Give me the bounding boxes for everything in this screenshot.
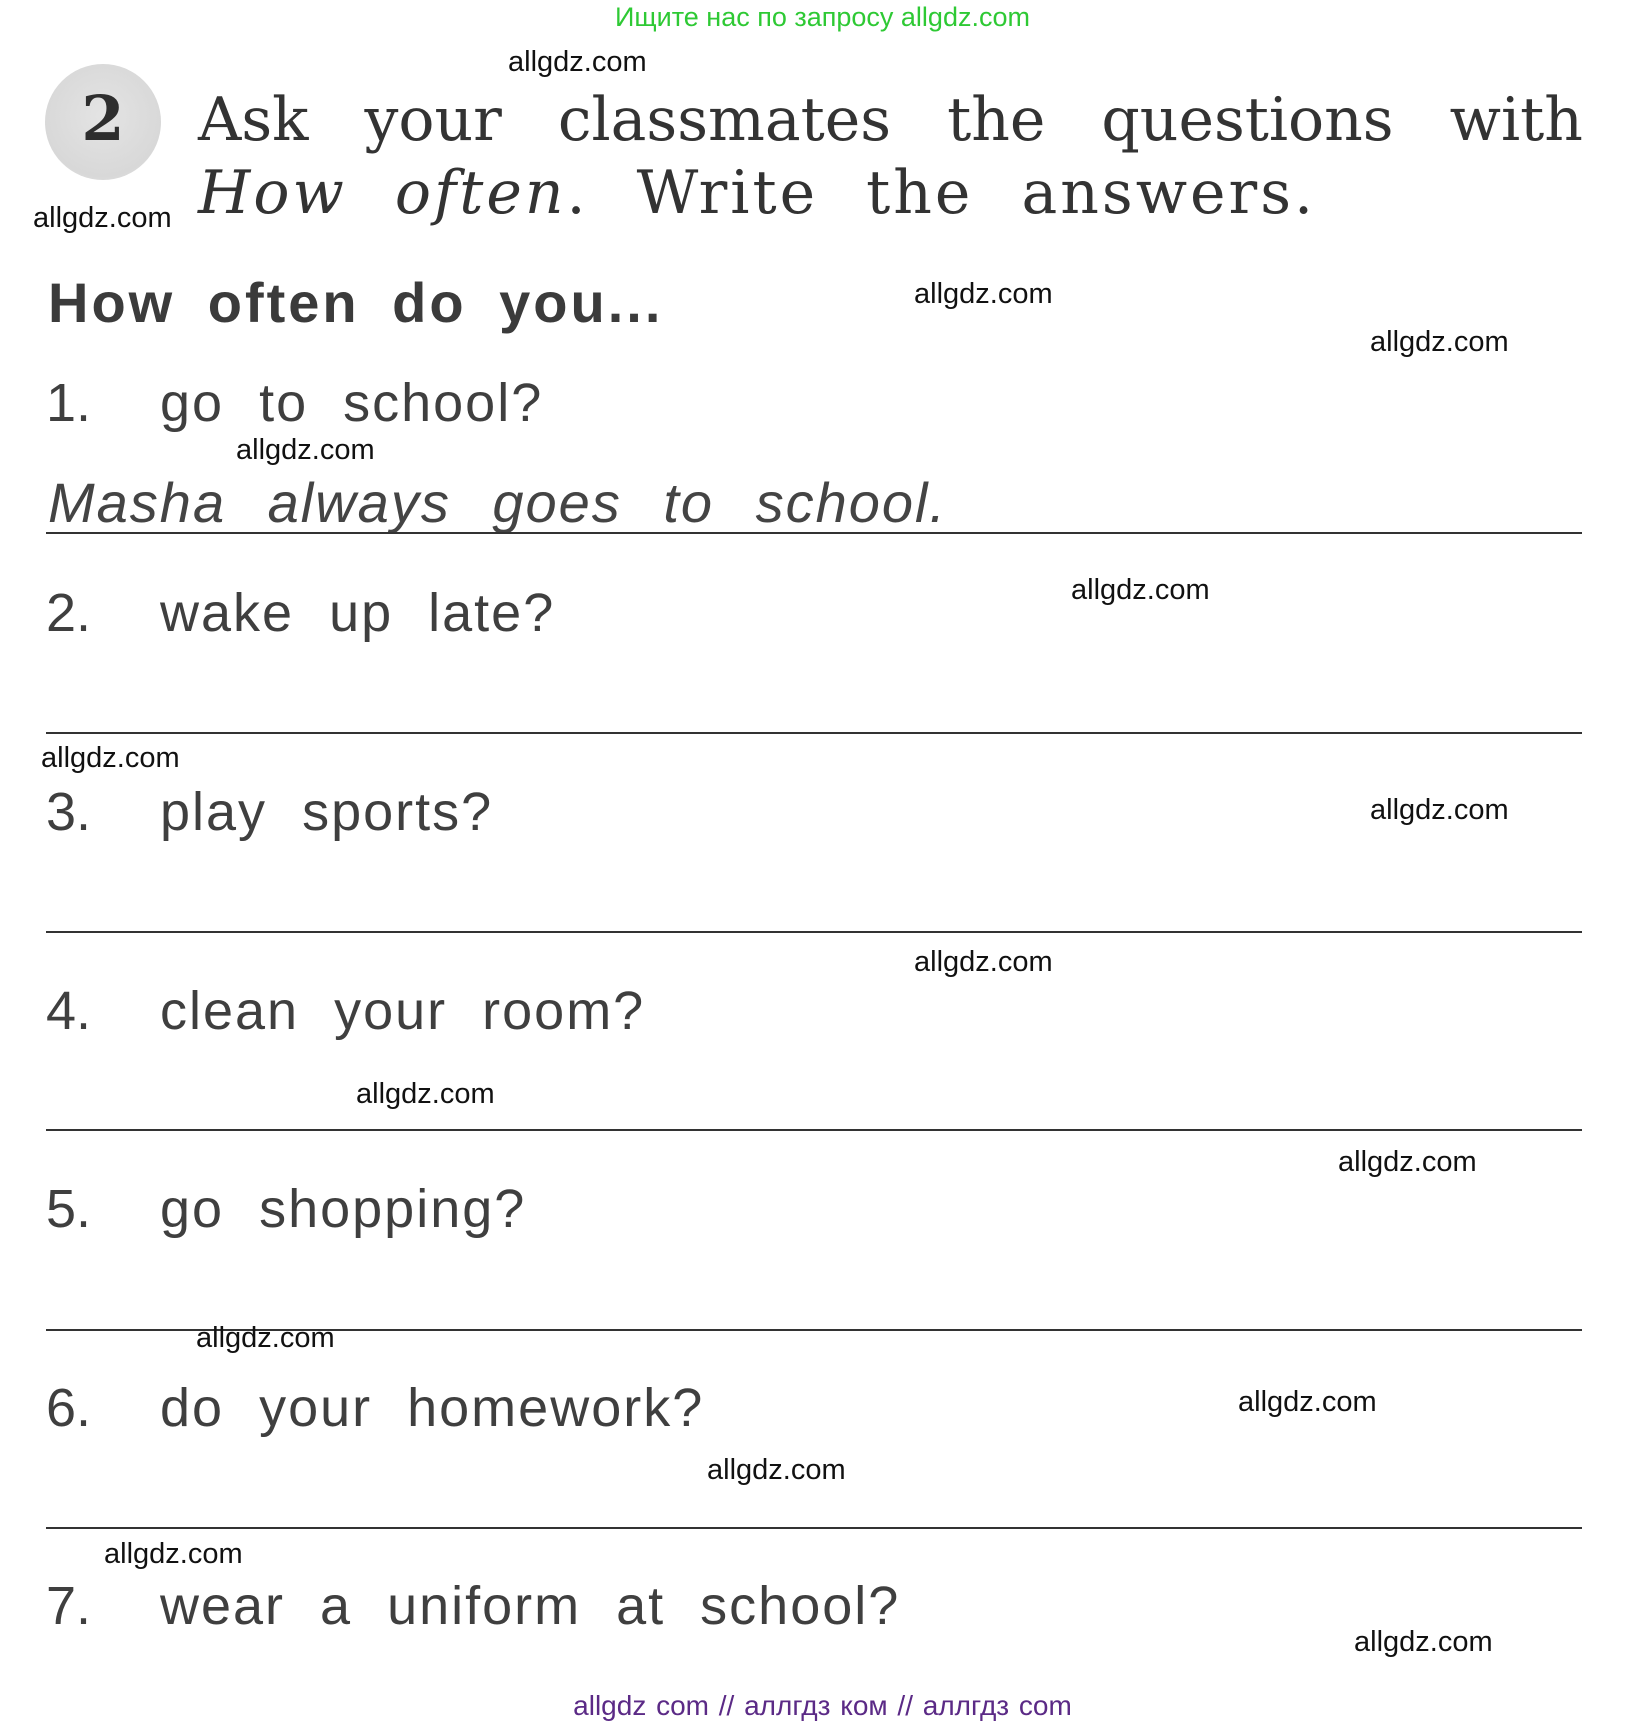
answer-line[interactable] [46, 732, 1582, 734]
instruction-word: your [364, 85, 502, 155]
answer-text[interactable]: Masha always goes to school. [48, 471, 948, 534]
question-number: 2. [46, 583, 92, 643]
instruction-line-1 [198, 85, 1583, 155]
question-number: 6. [46, 1378, 92, 1438]
watermark: allgdz.com [41, 742, 180, 774]
watermark: allgdz.com [1338, 1146, 1477, 1178]
instruction-italic: How often [198, 158, 567, 228]
instruction-line-2 [198, 158, 1316, 228]
instruction-word: Ask [198, 85, 309, 155]
watermark: allgdz.com [236, 434, 375, 466]
instruction-word: the [947, 85, 1046, 155]
top-banner[interactable]: Ищите нас по запросу allgdz.com [615, 2, 1030, 32]
question-number: 3. [46, 782, 92, 842]
watermark: allgdz.com [196, 1322, 335, 1354]
instruction-word: with [1449, 85, 1583, 155]
question-text: go to school? [160, 373, 544, 433]
watermark: allgdz.com [1370, 326, 1509, 358]
watermark: allgdz.com [1354, 1626, 1493, 1658]
instruction-word: classmates [557, 85, 892, 155]
question-number: 4. [46, 981, 92, 1041]
watermark: allgdz.com [508, 46, 647, 78]
instruction-rest: . Write the answers. [566, 158, 1317, 228]
question-text: play sports? [160, 782, 494, 842]
question-text: go shopping? [160, 1179, 527, 1239]
question-text: do your homework? [160, 1378, 705, 1438]
instruction-word: questions [1101, 85, 1394, 155]
question-text: clean your room? [160, 981, 646, 1041]
question-text: wake up late? [160, 583, 556, 643]
watermark: allgdz.com [914, 946, 1053, 978]
answer-line[interactable] [46, 931, 1582, 933]
bottom-banner[interactable]: allgdz com // аллгдз ком // аллгдз com [573, 1690, 1072, 1721]
subheading: How often do you... [48, 271, 664, 334]
answer-line[interactable] [46, 532, 1582, 534]
answer-line[interactable] [46, 1129, 1582, 1131]
question-number: 5. [46, 1179, 92, 1239]
watermark: allgdz.com [707, 1454, 846, 1486]
exercise-number: 2 [81, 82, 125, 155]
watermark: allgdz.com [1370, 794, 1509, 826]
question-number: 1. [46, 373, 92, 433]
watermark: allgdz.com [104, 1538, 243, 1570]
watermark: allgdz.com [1071, 574, 1210, 606]
watermark: allgdz.com [914, 278, 1053, 310]
watermark: allgdz.com [33, 202, 172, 234]
question-text: wear a uniform at school? [160, 1576, 901, 1636]
answer-line[interactable] [46, 1527, 1582, 1529]
watermark: allgdz.com [1238, 1386, 1377, 1418]
watermark: allgdz.com [356, 1078, 495, 1110]
question-number: 7. [46, 1576, 92, 1636]
